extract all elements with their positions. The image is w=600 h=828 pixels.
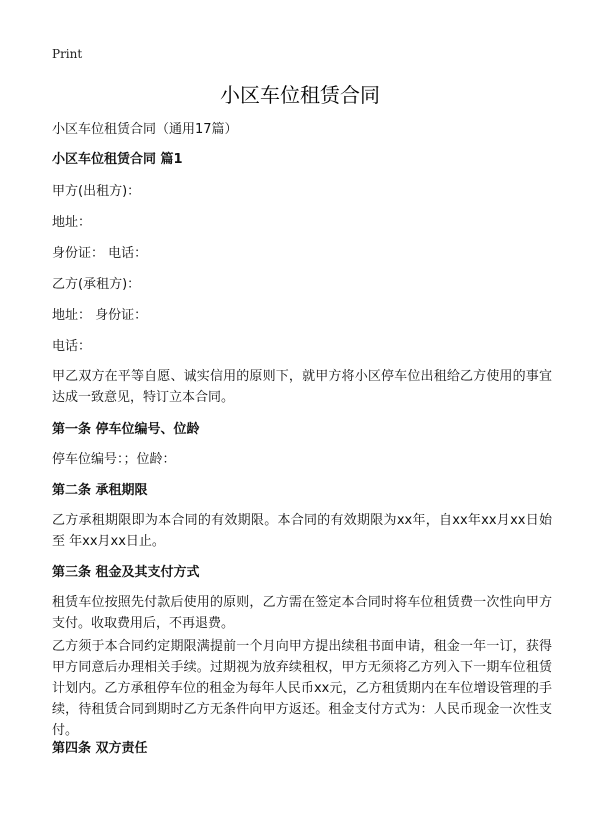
lessor-field: 甲方(出租方)：	[52, 184, 141, 199]
intro-paragraph: 甲乙双方在平等自愿、诚实信用的原则下，就甲方将小区停车位出租给乙方使用的事宜达成一致意见，特订立本合同。	[52, 369, 552, 405]
phone-field: 电话：	[52, 339, 92, 354]
article2-body: 乙方承租期限即为本合同的有效期限。本合同的有效期限为xx年，自xx年xx月xx日始至 年xx月xx日止。	[52, 513, 552, 549]
article1-heading: 第一条 停车位编号、位龄	[52, 422, 200, 437]
article4-heading: 第四条 双方责任	[52, 741, 148, 756]
section-title: 小区车位租赁合同 篇1	[52, 152, 183, 167]
article1-body: 停车位编号：；位龄：	[52, 452, 176, 467]
lessee-field: 乙方(承租方)：	[52, 277, 141, 292]
document-subtitle: 小区车位租赁合同（通用17篇）	[52, 122, 238, 137]
document-title: 小区车位租赁合同	[220, 83, 380, 107]
article3-heading: 第三条 租金及其支付方式	[52, 565, 200, 580]
article2-heading: 第二条 承租期限	[52, 483, 148, 498]
address-id-field: 地址： 身份证：	[52, 308, 148, 323]
article3-body2: 乙方须于本合同约定期限满提前一个月向甲方提出续租书面申请，租金一年一订，获得甲方同意后办理相关手续。过期视为放弃续租权，甲方无须将乙方列入下一期车位租赁计划内。乙方承租停车位的租金为每年人民币xx元，乙方租赁期内在车位增设管理的手续，待租赁合同到期时乙方无条件向甲方返还。租金支付方式为：人民币现金一次性支付。	[52, 639, 552, 738]
print-link[interactable]: Print	[52, 47, 83, 61]
article3-body1: 租赁车位按照先付款后使用的原则，乙方需在签定本合同时将车位租赁费一次性向甲方支付。收取费用后，不再退费。	[52, 595, 552, 631]
id-phone-field: 身份证： 电话：	[52, 246, 148, 261]
address-field: 地址：	[52, 215, 92, 230]
